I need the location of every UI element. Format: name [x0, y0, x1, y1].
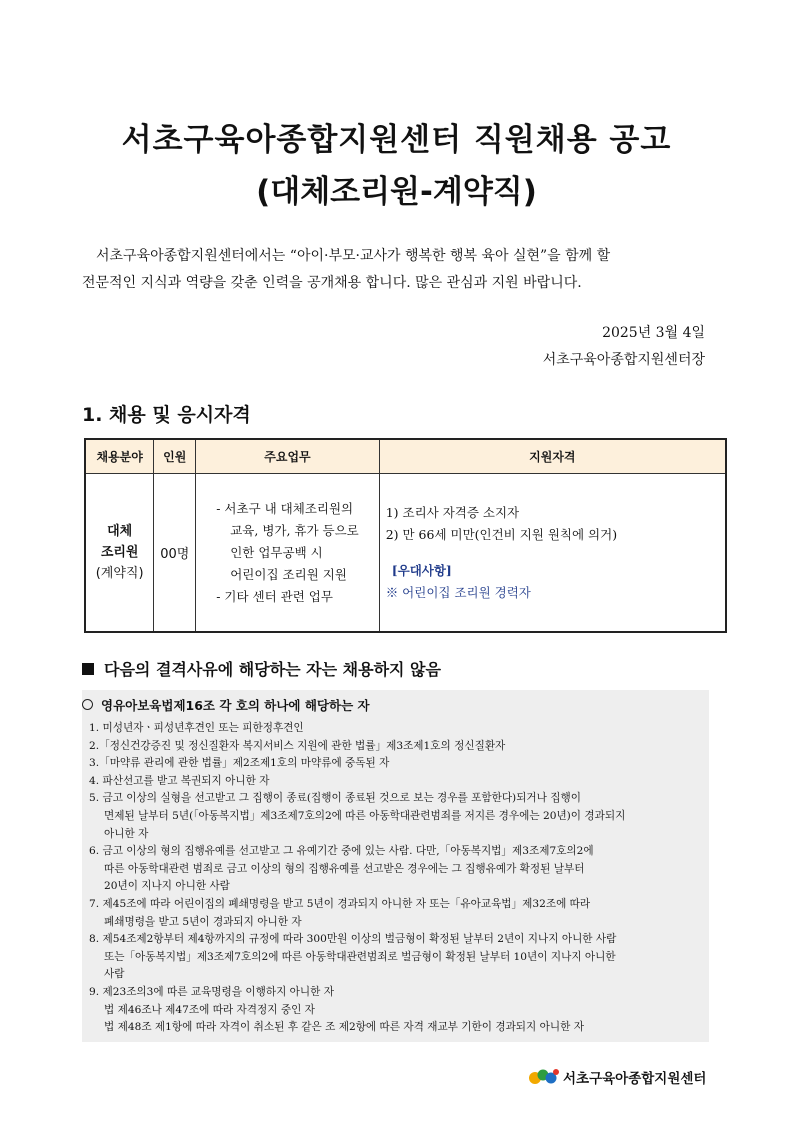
list-item: 6. 금고 이상의 형의 집행유예를 선고받고 그 유예기간 중에 있는 사람. 다만,「아동복지법」제3조제7호의2에 — [89, 845, 594, 858]
table-row — [85, 474, 726, 633]
list-item: 폐쇄명령을 받고 5년이 경과되지 아니한 자 — [104, 915, 302, 928]
header-count: 인원 — [154, 439, 196, 474]
section-1-heading: 1. 채용 및 응시자격 — [82, 404, 251, 426]
disqualification-box — [82, 690, 709, 1042]
list-item: 2.「정신건강증진 및 정신질환자 복지서비스 지원에 관한 법률」제3조제1호의 정신질환자 — [89, 739, 506, 752]
square-bullet-icon — [82, 663, 94, 675]
duty-line: 교육, 병가, 휴가 등으로 — [230, 522, 359, 538]
duty-line: 인한 업무공백 시 — [230, 544, 323, 560]
preference-title: [우대사항] — [391, 562, 452, 578]
intro-line-1: 서초구육아종합지원센터에서는 “아이·부모·교사가 행복한 행복 육아 실현”을 함께 할 — [96, 248, 611, 264]
preference-item: ※ 어린이집 조리원 경력자 — [385, 584, 531, 600]
field-line-3: (계약직) — [95, 566, 144, 581]
header-qualifications: 지원자격 — [379, 439, 726, 474]
intro-line-2: 전문적인 지식과 역량을 갖춘 인력을 공개채용 합니다. 많은 관심과 지원 바랍니다. — [82, 275, 582, 291]
center-logo-icon — [528, 1066, 560, 1088]
list-item: 20년이 지나지 아니한 사람 — [104, 880, 230, 893]
duty-line: - 기타 센터 관련 업무 — [216, 588, 333, 604]
list-item: 3.「마약류 관리에 관한 법률」제2조제1호의 마약류에 중독된 자 — [89, 757, 390, 770]
list-item: 법 제46조나 제47조에 따라 자격정지 중인 자 — [104, 1003, 315, 1016]
cell-duties — [196, 474, 379, 633]
list-item: 9. 제23조의3에 따른 교육명령을 이행하지 아니한 자 — [89, 985, 334, 998]
recruitment-table — [84, 438, 727, 633]
qualification-2: 2) 만 66세 미만(인건비 지원 원칙에 의거) — [385, 526, 618, 542]
list-item: 7. 제45조에 따라 어린이집의 폐쇄명령을 받고 5년이 경과되지 아니한 자 또는「유아교육법」제32조에 따라 — [89, 897, 591, 910]
section-2-heading — [82, 657, 441, 680]
list-item: 또는「아동복지법」제3조제7호의2에 따른 아동학대관련범죄로 벌금형이 확정된 날부터 10년이 지나지 아니한 — [104, 950, 616, 963]
list-item: 아니한 자 — [104, 827, 149, 840]
field-line-2: 조리원 — [100, 545, 139, 560]
list-item: 1. 미성년자ㆍ피성년후견인 또는 피한정후견인 — [89, 722, 304, 734]
cell-qualifications — [379, 474, 726, 633]
box-title-text: 영유아보육법제16조 각 호의 하나에 해당하는 자 — [101, 698, 370, 713]
box-title — [82, 696, 370, 714]
cell-count: 00명 — [154, 474, 196, 633]
cell-field — [85, 474, 154, 633]
disqualification-list — [89, 720, 711, 1037]
page-subtitle: (대체조리원-계약직) — [256, 174, 537, 210]
list-item: 사람 — [104, 968, 125, 981]
list-item: 5. 금고 이상의 실형을 선고받고 그 집행이 종료(집행이 종료된 것으로 보는 경우를 포함한다)되거나 집행이 — [89, 792, 581, 805]
list-item: 따른 아동학대관련 범죄로 금고 이상의 형의 집행유예를 선고받은 경우에는 그 집행유예가 확정된 날부터 — [104, 862, 585, 875]
page-title: 서초구육아종합지원센터 직원채용 공고 — [121, 122, 672, 158]
center-logo — [528, 1066, 706, 1088]
duty-line: - 서초구 내 대체조리원의 — [216, 500, 354, 516]
header-duties: 주요업무 — [196, 439, 379, 474]
list-item: 면제된 날부터 5년(「아동복지법」제3조제7호의2에 따른 아동학대관련범죄를 저지른 경우에는 20년)이 경과되지 — [104, 809, 626, 822]
list-item: 4. 파산선고를 받고 복권되지 아니한 자 — [89, 774, 270, 787]
section-2-heading-text: 다음의 결격사유에 해당하는 자는 채용하지 않음 — [104, 660, 441, 679]
circle-bullet-icon — [82, 699, 93, 710]
list-item: 법 제48조 제1항에 따라 자격이 취소된 후 같은 조 제2항에 따른 자격 재교부 기한이 경과되지 아니한 자 — [104, 1021, 584, 1034]
list-item: 8. 제54조제2항부터 제4항까지의 규정에 따라 300만원 이상의 벌금형이 확정된 날부터 2년이 지나지 아니한 사람 — [89, 933, 617, 946]
table-header-row — [85, 439, 726, 474]
issuer-name: 서초구육아종합지원센터장 — [542, 352, 705, 368]
qualification-1: 1) 조리사 자격증 소지자 — [385, 504, 520, 520]
field-line-1: 대체 — [107, 524, 133, 539]
intro-paragraph — [82, 243, 722, 297]
announcement-date: 2025년 3월 4일 — [602, 325, 705, 341]
duty-line: 어린이집 조리원 지원 — [230, 566, 347, 582]
header-field: 채용분야 — [85, 439, 154, 474]
center-logo-text: 서초구육아종합지원센터 — [563, 1071, 707, 1087]
